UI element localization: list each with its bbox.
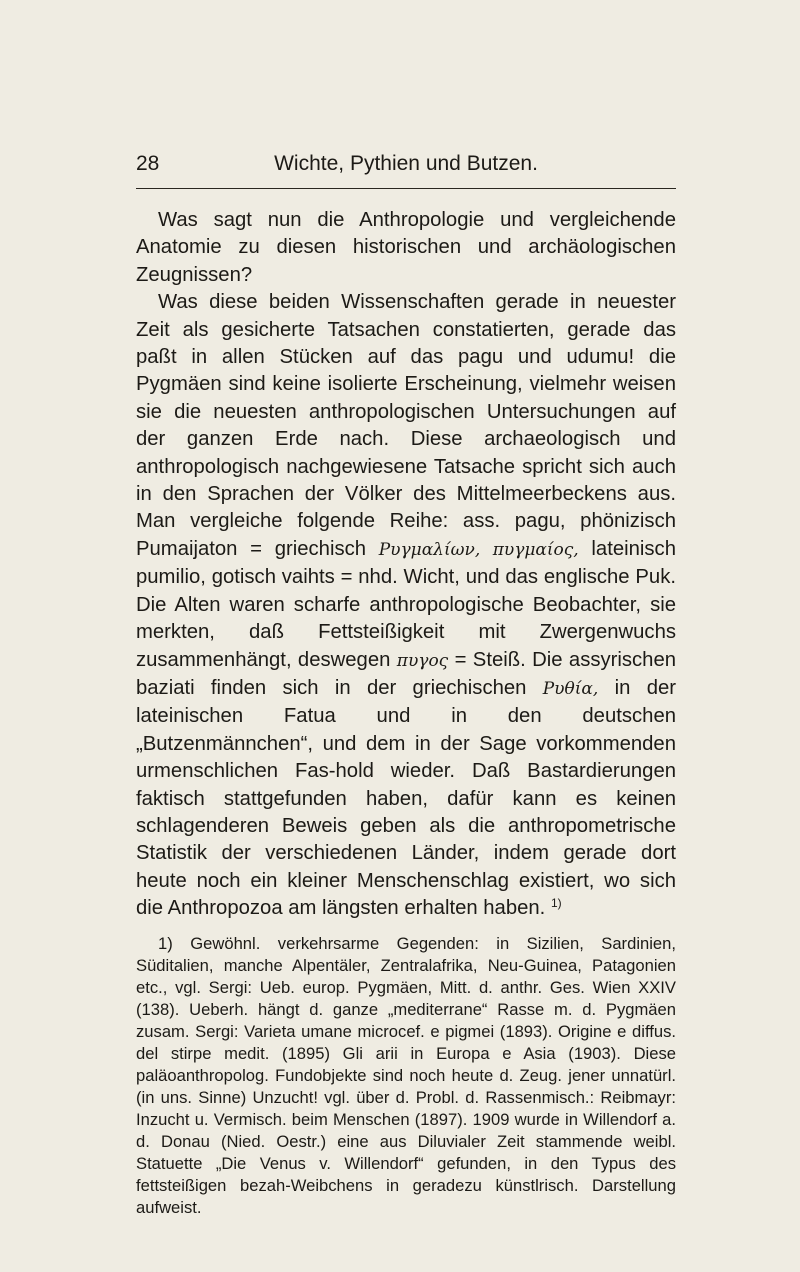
greek-words: Pυγμαλίων, πυγμαίος,	[378, 539, 579, 560]
footnote	[136, 933, 676, 1219]
running-head	[136, 148, 676, 180]
footnote-text: Gewöhnl. verkehrsarme Gegenden: in Sizilien, Sardinien, Süditalien, manche Alpentäler, Zentralafrika, Neu-Guinea, Patagonien etc., vgl. Sergi: Ueb. europ. Pygmäen, Mitt. d. anthr. Ges. Wien XXIV (138). Ueberh. hängt d. ganze „mediterrane“ Rasse m. d. Pygmäen zusam. Sergi: Varieta umane microcef. e pigmei (1893). Origine e diffus. del stirpe medit. (1895) Gli arii in Europa e Asia (1903). Diese paläoanthropolog. Fundobjekte sind noch heute d. Zeug. jener unnatürl. (in uns. Sinne) Unzucht! vgl. über d. Probl. d. Rassenmisch.: Reibmayr: Inzucht u. Vermisch. beim Menschen (1897). 1909 wurde in Willendorf a. d. Donau (Nied. Oestr.) eine aus Diluvialer Zeit stammende weibl. Statuette „Die Venus v. Willendorf“ gefunden, in den Typus des fettsteißigen bezah-Weibchens in geradezu künstlrisch. Darstellung aufweist.	[136, 934, 676, 1217]
text-run: Was diese beiden Wissenschaften gerade in neuester Zeit als gesicherte Tatsachen constatierten, gerade das paßt in allen Stücken auf das pagu und udumu! die Pygmäen sind keine isolierte Erscheinung, vielmehr weisen sie die neuesten anthropologischen Untersuchungen auf der ganzen Erde nach. Diese archaeologisch und anthropologisch nachgewiesene Tatsache spricht sich auch in den Sprachen der Völker des Mittelmeerbeckens aus. Man vergleiche folgende Reihe: ass. pagu, phönizisch Pumaijaton = griechisch	[136, 291, 676, 560]
page-number: 28	[136, 152, 160, 175]
footnote-paragraph	[136, 933, 676, 1219]
main-text	[136, 207, 676, 923]
text-run: in der lateinischen Fatua und in den deutschen „Butzenmännchen“, und dem in der Sage vorkommenden urmenschlichen Fas-hold wieder. Daß Bastardierungen faktisch stattgefunden haben, dafür kann es keinen schlagenderen Beweis geben als die anthropometrische Statistik der verschiedenen Länder, indem gerade dort heute noch ein kleiner Menschenschlag existiert, wo sich die Anthropozoa am längsten erhalten haben.	[136, 676, 677, 920]
footnote-marker: 1)	[158, 934, 173, 953]
header-rule	[136, 188, 676, 189]
running-title: Wichte, Pythien und Butzen.	[274, 152, 538, 175]
text-run: lateinisch pumilio, gotisch vaihts = nhd. Wicht, und das englische Puk. Die Alten waren scharfe anthropologische Beobachter, sie merkten, daß Fettsteißigkeit mit Zwergenwuchs zusammenhängt, deswegen	[136, 537, 676, 671]
paragraph-2	[136, 289, 676, 922]
footnote-reference: 1)	[550, 896, 562, 911]
paragraph-1: Was sagt nun die Anthropologie und vergleichende Anatomie zu diesen historischen und archäologischen Zeugnissen?	[136, 209, 676, 286]
text-run: = Steiß. Die assyrischen baziati finden sich in der griechischen	[136, 648, 677, 699]
greek-word: πυγος	[396, 650, 449, 671]
greek-word: Pυθία,	[542, 678, 599, 699]
